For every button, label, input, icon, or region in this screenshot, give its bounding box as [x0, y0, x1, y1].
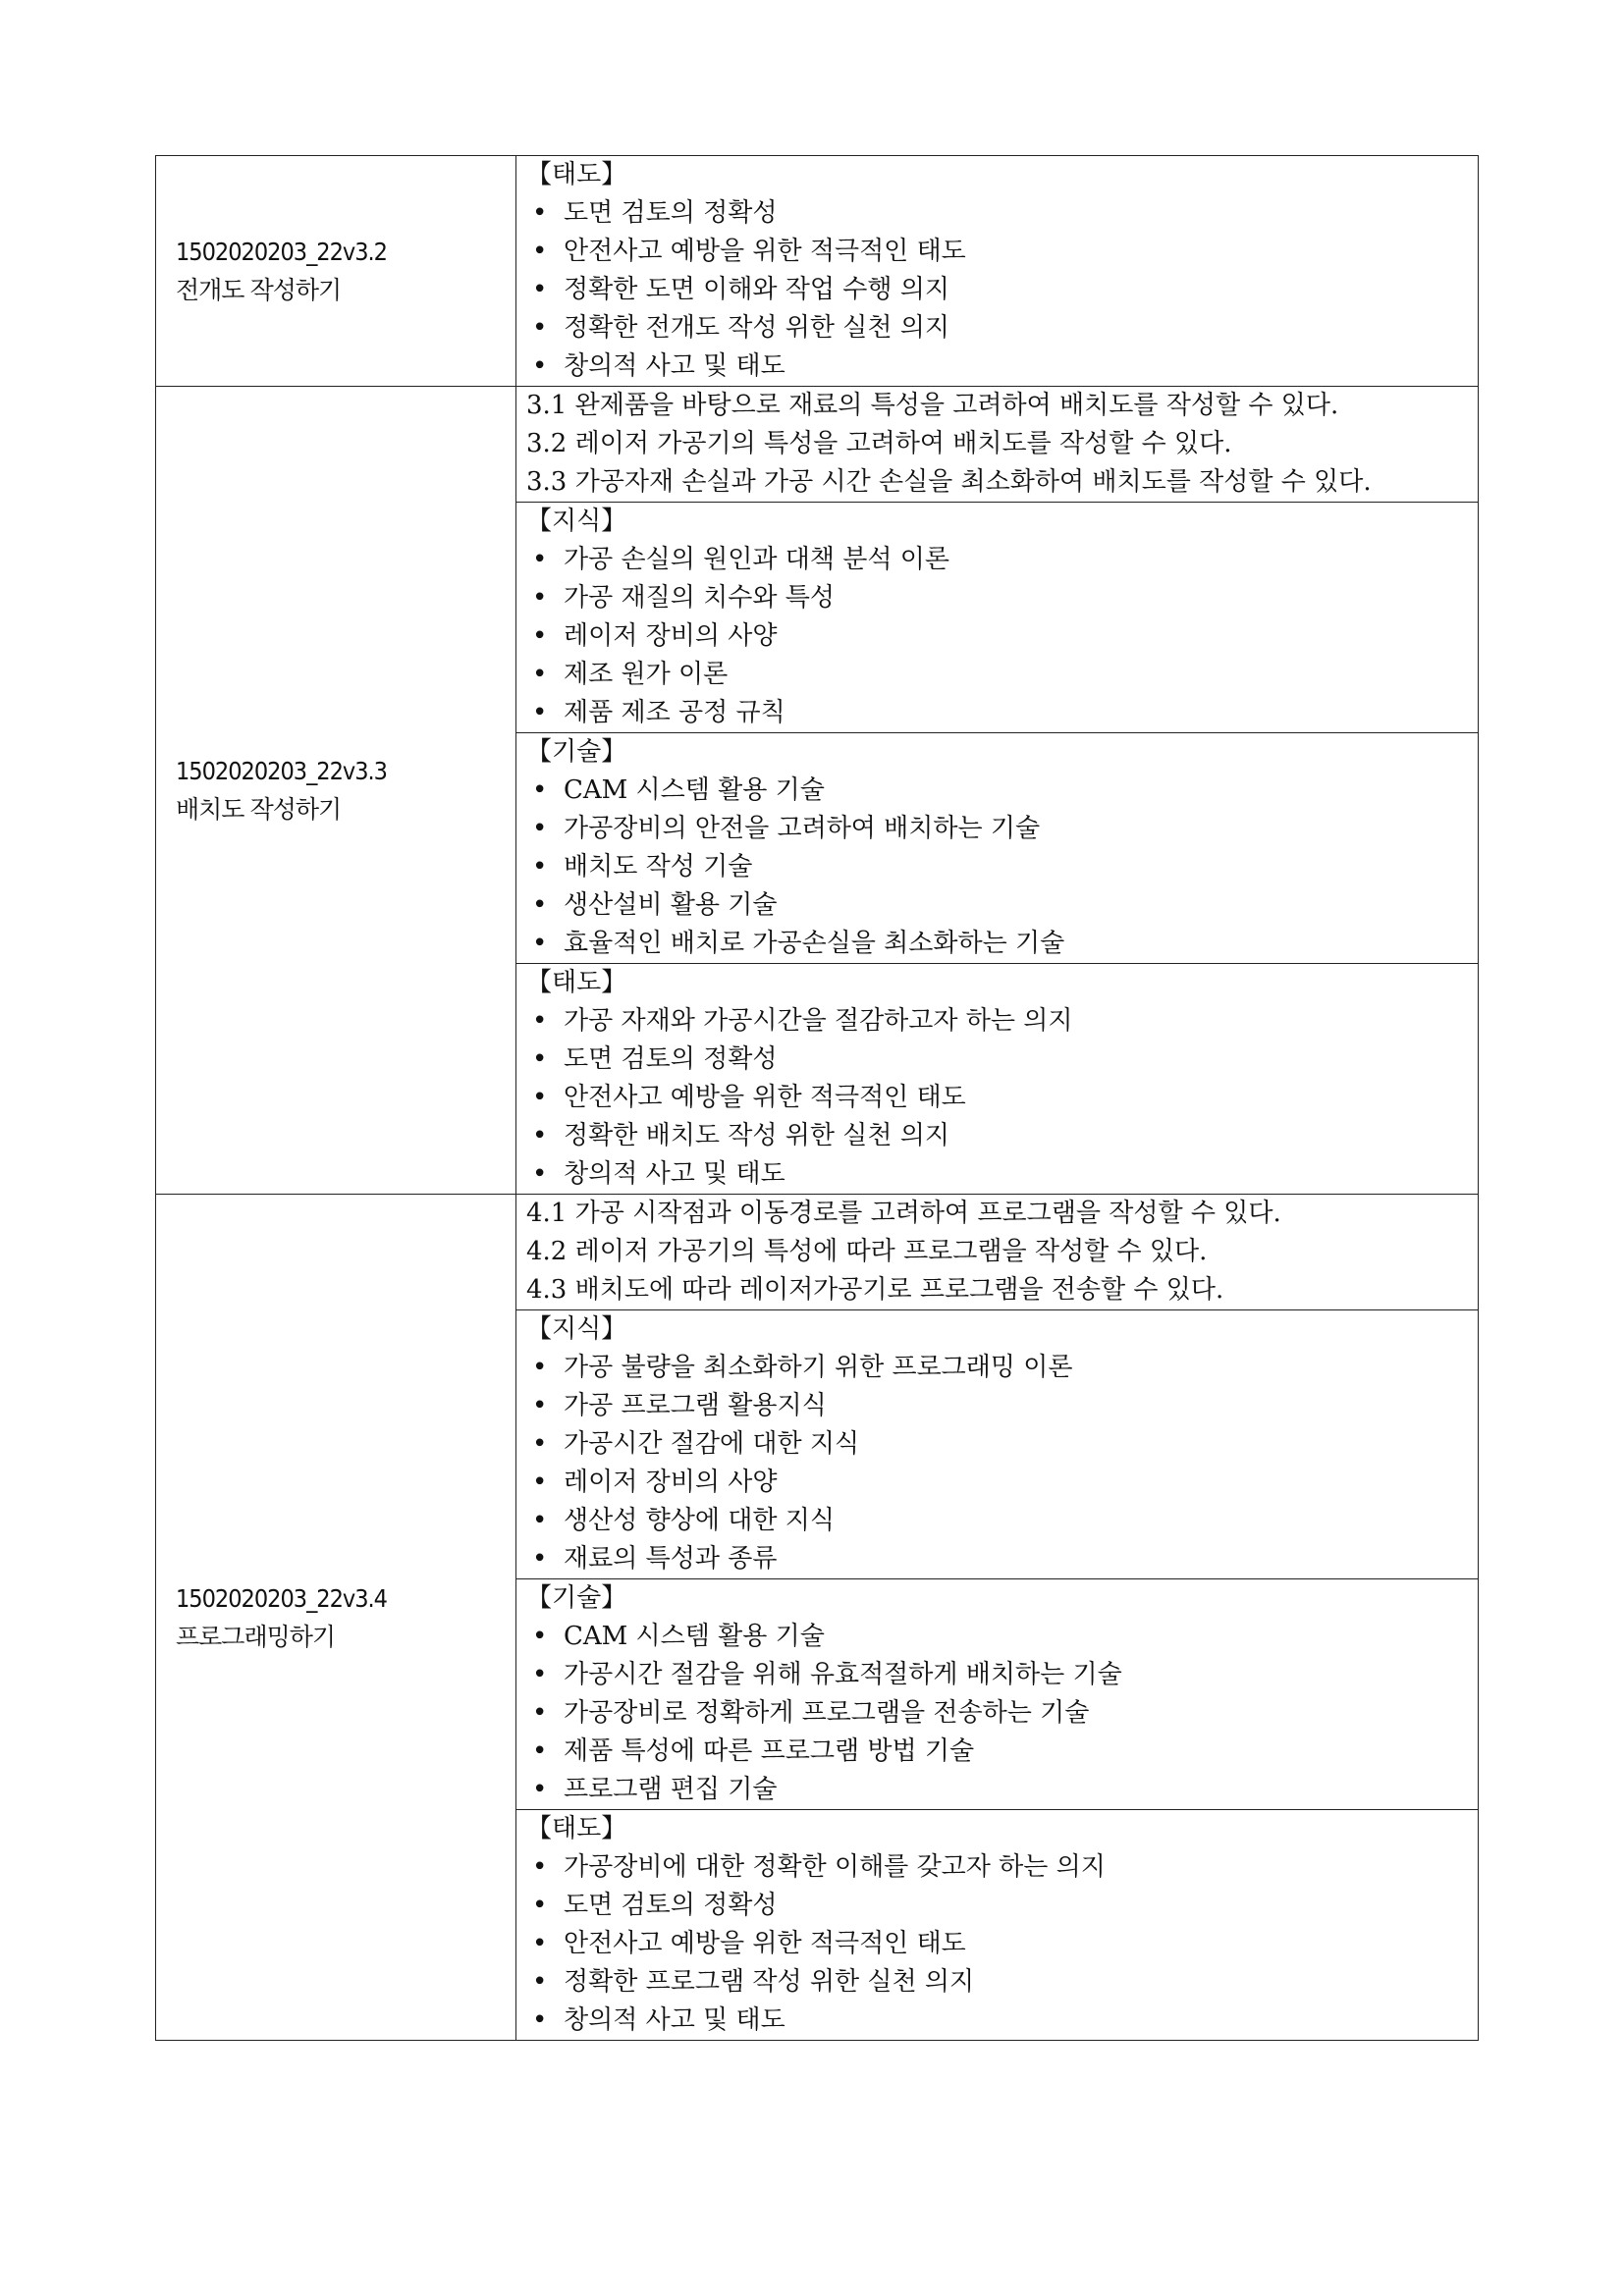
bullet-icon: •	[532, 1660, 548, 1689]
bullet-icon: •	[532, 814, 548, 843]
list-item-text: 가공장비로 정확하게 프로그램을 전송하는 기술	[564, 1698, 1090, 1728]
requirement-list-cell	[516, 1310, 1479, 1579]
list-item-text: 안전사고 예방을 위한 적극적인 태도	[564, 1929, 966, 1958]
list-item	[526, 579, 1468, 617]
list-item-text: 생산성 향상에 대한 지식	[564, 1506, 835, 1535]
list-item-text: 레이저 장비의 사양	[564, 621, 778, 651]
list-item-text: 배치도 작성 기술	[564, 852, 753, 881]
list-item	[526, 1155, 1468, 1194]
list-item	[526, 1540, 1468, 1578]
bullet-icon: •	[532, 1391, 548, 1420]
bullet-icon: •	[532, 1121, 548, 1150]
list-item-text: 제품 제조 공정 규칙	[564, 698, 785, 727]
bullet-icon: •	[532, 1353, 548, 1382]
list-item	[526, 1079, 1468, 1117]
bullet-icon: •	[532, 351, 548, 381]
criteria-item: 3.1 완제품을 바탕으로 재료의 특성을 고려하여 배치도를 작성할 수 있다.	[526, 391, 1339, 420]
list-item	[526, 656, 1468, 694]
section-heading: 【기술】	[526, 1583, 627, 1613]
list-item-text: 정확한 배치도 작성 위한 실천 의지	[564, 1121, 949, 1150]
bullet-icon: •	[532, 621, 548, 651]
competency-table	[155, 155, 1479, 2041]
list-item-text: CAM 시스템 활용 기술	[564, 1622, 825, 1651]
bullet-icon: •	[532, 852, 548, 881]
list-item	[526, 233, 1468, 271]
section-heading: 【태도】	[526, 160, 627, 189]
criteria-item: 3.3 가공자재 손실과 가공 시간 손실을 최소화하여 배치도를 작성할 수 있다.	[526, 467, 1372, 497]
list-item	[526, 347, 1468, 386]
list-item-text: 창의적 사고 및 태도	[564, 2005, 785, 2035]
list-item	[526, 1464, 1468, 1502]
list-item	[526, 1387, 1468, 1425]
unit-name: 프로그래밍하기	[176, 1622, 336, 1651]
list-item-text: CAM 시스템 활용 기술	[564, 775, 825, 805]
unit-name: 전개도 작성하기	[176, 276, 342, 304]
section-heading: 【지식】	[526, 507, 627, 536]
list-item	[526, 1502, 1468, 1540]
bullet-icon: •	[532, 1775, 548, 1804]
list-item-text: 정확한 프로그램 작성 위한 실천 의지	[564, 1967, 975, 1997]
bullet-icon: •	[532, 1852, 548, 1882]
criteria-item: 4.3 배치도에 따라 레이저가공기로 프로그램을 전송할 수 있다.	[526, 1275, 1224, 1305]
list-item	[526, 1002, 1468, 1041]
requirement-list-cell	[516, 964, 1479, 1195]
list-item-text: 가공 불량을 최소화하기 위한 프로그래밍 이론	[564, 1353, 1073, 1382]
requirement-list-cell	[516, 1579, 1479, 1810]
bullet-icon: •	[532, 1736, 548, 1766]
bullet-icon: •	[532, 1006, 548, 1036]
bullet-icon: •	[532, 237, 548, 266]
bullet-icon: •	[532, 1506, 548, 1535]
list-item-text: 창의적 사고 및 태도	[564, 351, 785, 381]
list-item	[526, 1848, 1468, 1887]
list-item	[526, 1656, 1468, 1694]
list-item-text: 안전사고 예방을 위한 적극적인 태도	[564, 1083, 966, 1112]
criteria-item: 4.1 가공 시작점과 이동경로를 고려하여 프로그램을 작성할 수 있다.	[526, 1199, 1281, 1228]
list-item	[526, 1887, 1468, 1925]
list-item	[526, 925, 1468, 963]
section-heading: 【기술】	[526, 737, 627, 767]
list-item	[526, 1694, 1468, 1733]
bullet-icon: •	[532, 698, 548, 727]
section-heading: 【지식】	[526, 1314, 627, 1344]
list-item-text: 가공장비의 안전을 고려하여 배치하는 기술	[564, 814, 1041, 843]
list-item-text: 제품 특성에 따른 프로그램 방법 기술	[564, 1736, 975, 1766]
list-item	[526, 1425, 1468, 1464]
bullet-icon: •	[532, 775, 548, 805]
bullet-icon: •	[532, 1698, 548, 1728]
criteria-item: 4.2 레이저 가공기의 특성에 따라 프로그램을 작성할 수 있다.	[526, 1237, 1208, 1266]
performance-criteria-cell	[516, 1195, 1479, 1310]
list-item-text: 도면 검토의 정확성	[564, 1044, 778, 1074]
table-row	[156, 387, 1479, 503]
bullet-icon: •	[532, 2005, 548, 2035]
list-item-text: 도면 검토의 정확성	[564, 1891, 778, 1920]
list-item-text: 정확한 전개도 작성 위한 실천 의지	[564, 313, 949, 343]
bullet-icon: •	[532, 583, 548, 613]
list-item	[526, 772, 1468, 810]
list-item	[526, 2002, 1468, 2040]
list-item	[526, 886, 1468, 925]
list-item-text: 가공 손실의 원인과 대책 분석 이론	[564, 545, 949, 574]
table-row	[156, 1195, 1479, 1310]
bullet-icon: •	[532, 929, 548, 958]
unit-cell	[156, 1195, 516, 2041]
list-item	[526, 1117, 1468, 1155]
bullet-icon: •	[532, 1544, 548, 1574]
unit-code: 1502020203_22v3.4	[176, 1583, 387, 1613]
criteria-item: 3.2 레이저 가공기의 특성을 고려하여 배치도를 작성할 수 있다.	[526, 429, 1232, 458]
requirement-list-cell	[516, 156, 1479, 387]
list-item-text: 가공시간 절감을 위해 유효적절하게 배치하는 기술	[564, 1660, 1122, 1689]
list-item	[526, 694, 1468, 732]
list-item	[526, 1963, 1468, 2002]
list-item-text: 가공시간 절감에 대한 지식	[564, 1429, 860, 1459]
list-item	[526, 1925, 1468, 1963]
requirement-list-cell	[516, 1810, 1479, 2041]
unit-code: 1502020203_22v3.2	[176, 238, 387, 266]
list-item	[526, 848, 1468, 886]
bullet-icon: •	[532, 1929, 548, 1958]
bullet-icon: •	[532, 1083, 548, 1112]
list-item	[526, 309, 1468, 347]
list-item-text: 가공 재질의 치수와 특성	[564, 583, 835, 613]
list-item-text: 정확한 도면 이해와 작업 수행 의지	[564, 275, 949, 304]
bullet-icon: •	[532, 1468, 548, 1497]
list-item-text: 가공장비에 대한 정확한 이해를 갖고자 하는 의지	[564, 1852, 1106, 1882]
bullet-icon: •	[532, 1159, 548, 1189]
bullet-icon: •	[532, 1044, 548, 1074]
list-item-text: 안전사고 예방을 위한 적극적인 태도	[564, 237, 966, 266]
list-item	[526, 1349, 1468, 1387]
bullet-icon: •	[532, 545, 548, 574]
bullet-icon: •	[532, 275, 548, 304]
list-item	[526, 1618, 1468, 1656]
list-item-text: 창의적 사고 및 태도	[564, 1159, 785, 1189]
list-item	[526, 271, 1468, 309]
list-item	[526, 1041, 1468, 1079]
list-item-text: 도면 검토의 정확성	[564, 198, 778, 228]
list-item-text: 제조 원가 이론	[564, 660, 729, 689]
list-item-text: 가공 자재와 가공시간을 절감하고자 하는 의지	[564, 1006, 1073, 1036]
bullet-icon: •	[532, 1622, 548, 1651]
section-heading: 【태도】	[526, 968, 627, 997]
bullet-icon: •	[532, 1891, 548, 1920]
bullet-icon: •	[532, 1429, 548, 1459]
list-item-text: 프로그램 편집 기술	[564, 1775, 778, 1804]
unit-name: 배치도 작성하기	[176, 795, 342, 824]
bullet-icon: •	[532, 890, 548, 920]
unit-cell	[156, 156, 516, 387]
unit-code: 1502020203_22v3.3	[176, 757, 387, 785]
bullet-icon: •	[532, 198, 548, 228]
list-item	[526, 810, 1468, 848]
list-item	[526, 1771, 1468, 1809]
section-heading: 【태도】	[526, 1814, 627, 1843]
requirement-list-cell	[516, 503, 1479, 733]
list-item-text: 재료의 특성과 종류	[564, 1544, 778, 1574]
list-item-text: 생산설비 활용 기술	[564, 890, 778, 920]
requirement-list-cell	[516, 733, 1479, 964]
list-item	[526, 541, 1468, 579]
list-item	[526, 1733, 1468, 1771]
bullet-icon: •	[532, 313, 548, 343]
list-item-text: 가공 프로그램 활용지식	[564, 1391, 827, 1420]
bullet-icon: •	[532, 660, 548, 689]
unit-cell	[156, 387, 516, 1195]
table-row	[156, 156, 1479, 387]
list-item	[526, 194, 1468, 233]
bullet-icon: •	[532, 1967, 548, 1997]
performance-criteria-cell	[516, 387, 1479, 503]
list-item-text: 레이저 장비의 사양	[564, 1468, 778, 1497]
list-item-text: 효율적인 배치로 가공손실을 최소화하는 기술	[564, 929, 1065, 958]
list-item	[526, 617, 1468, 656]
